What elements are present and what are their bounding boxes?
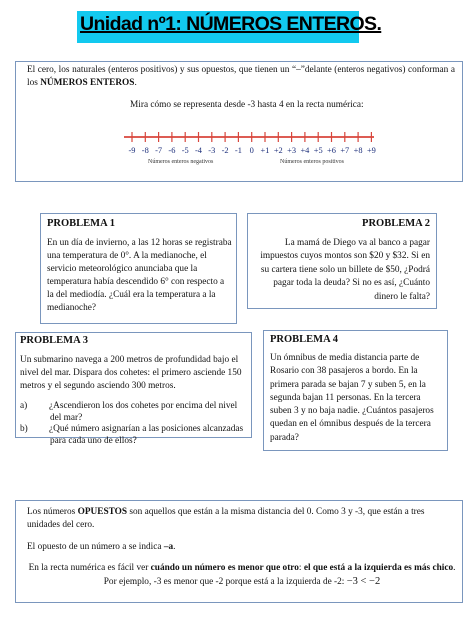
problem-4-title: PROBLEMA 4: [270, 334, 338, 345]
number-line-label: -9: [128, 146, 136, 155]
question-b-label: b): [20, 424, 28, 434]
positives-label: Números enteros positivos: [280, 159, 344, 165]
opuestos-p2-c: .: [173, 542, 176, 552]
number-line-label: -2: [221, 146, 229, 155]
opuestos-p3-math: −3 < −2: [346, 576, 381, 588]
opuestos-p3-bold-2: el que está a la izquierda es más chico: [303, 563, 454, 573]
number-line-label: -3: [208, 146, 216, 155]
problem-3-question-b: [20, 423, 245, 447]
question-a-text: ¿Ascendieron los dos cohetes por encima del nivel del mar?: [49, 401, 238, 424]
number-line-label: +6: [327, 146, 336, 155]
opuestos-p1-a: Los números: [27, 507, 78, 517]
intro-text-c: .: [134, 77, 137, 88]
number-line-label: +8: [353, 146, 363, 155]
number-line-label: 0: [249, 146, 254, 155]
number-line-label: -8: [141, 146, 149, 155]
number-line-label: +4: [300, 146, 310, 155]
problem-2-title: PROBLEMA 2: [362, 218, 430, 229]
opuestos-p3-bold-1: cuándo un número es menor que otro: [150, 563, 299, 573]
opuestos-p3-c: :: [298, 563, 304, 573]
opuestos-p2-a: El opuesto de un número a se indica: [27, 542, 164, 552]
number-line-label: +1: [260, 146, 270, 155]
opuestos-p1-c: son aquellos que están a la misma distancia del 0. Como 3 y -3, que están a tres unidades del cero.: [27, 507, 425, 530]
intro-text-bold: NÚMEROS ENTEROS: [40, 77, 135, 88]
problem-2-text: La mamá de Diego va al banco a pagar impuestos cuyos montos son $20 y $32. Si en su cartera tiene solo un billete de $50, ¿Podrá pagar toda la deuda? Si no es así, ¿Cuánto dinero le falta?: [260, 238, 430, 302]
number-line-caption: Mira cómo se representa desde -3 hasta 4 en la recta numérica:: [130, 100, 364, 110]
opuestos-p3-e: . Por ejemplo, -3 es menor que -2 porque está a la izquierda de -2:: [103, 563, 456, 588]
problem-3-question-a: [20, 400, 245, 424]
number-line-label: -5: [181, 146, 189, 155]
number-line-label: -4: [195, 146, 202, 155]
number-line-label: +5: [313, 146, 323, 155]
problem-3-title: PROBLEMA 3: [20, 335, 88, 346]
number-line-label: -7: [155, 146, 163, 155]
opuestos-p3-a: En la recta numérica es fácil ver: [28, 563, 151, 573]
number-line-label: -1: [234, 146, 242, 155]
question-b-text: ¿Qué número asignarían a las posiciones alcanzadas para cada uno de ellos?: [49, 424, 244, 447]
problem-1-title: PROBLEMA 1: [47, 218, 115, 229]
page-title: Unidad nº1: NÚMEROS ENTEROS.: [80, 13, 382, 35]
opuestos-p2-bold: –a: [163, 542, 174, 552]
number-line-label: +9: [366, 146, 376, 155]
number-line-label: -6: [168, 146, 176, 155]
number-line-label: +2: [273, 146, 283, 155]
number-line-label: +7: [340, 146, 350, 155]
question-a-label: a): [20, 401, 28, 411]
opuestos-paragraph-3: [27, 562, 457, 590]
opuestos-p1-bold: OPUESTOS: [77, 507, 128, 517]
opuestos-paragraph-1: [27, 506, 457, 531]
negatives-label: Números enteros negativos: [148, 159, 214, 165]
number-line-label: +3: [287, 146, 297, 155]
intro-text-a: El cero, los naturales (enteros positivos) y sus opuestos, que tienen un “–”delante (enteros negativos) conforman a los: [27, 65, 455, 88]
problem-4-text: Un ómnibus de media distancia parte de Rosario con 38 pasajeros a bordo. En la primera parada se bajan 7 y suben 5, en la segunda bajan 11 personas. En la tercera suben 3 y no baja nadie. ¿Cuántos pasajeros quedan en el ómnibus después de la tercera parada?: [270, 353, 434, 443]
intro-text: [27, 64, 455, 89]
problem-1-text: En un día de invierno, a las 12 horas se registraba una temperatura de 0°. A la medianoche, el servicio meteorológico anunciaba que la temperatura había descendido 6° con respecto a la del mediodía. ¿Cuál era la temperatura a la medianoche?: [47, 238, 232, 314]
problem-3-text: Un submarino navega a 200 metros de profundidad bajo el nivel del mar. Dispara dos cohetes: el primero asciende 150 metros y el segundo asciendo 300 metros.: [20, 355, 242, 391]
opuestos-paragraph-2: [27, 541, 457, 554]
